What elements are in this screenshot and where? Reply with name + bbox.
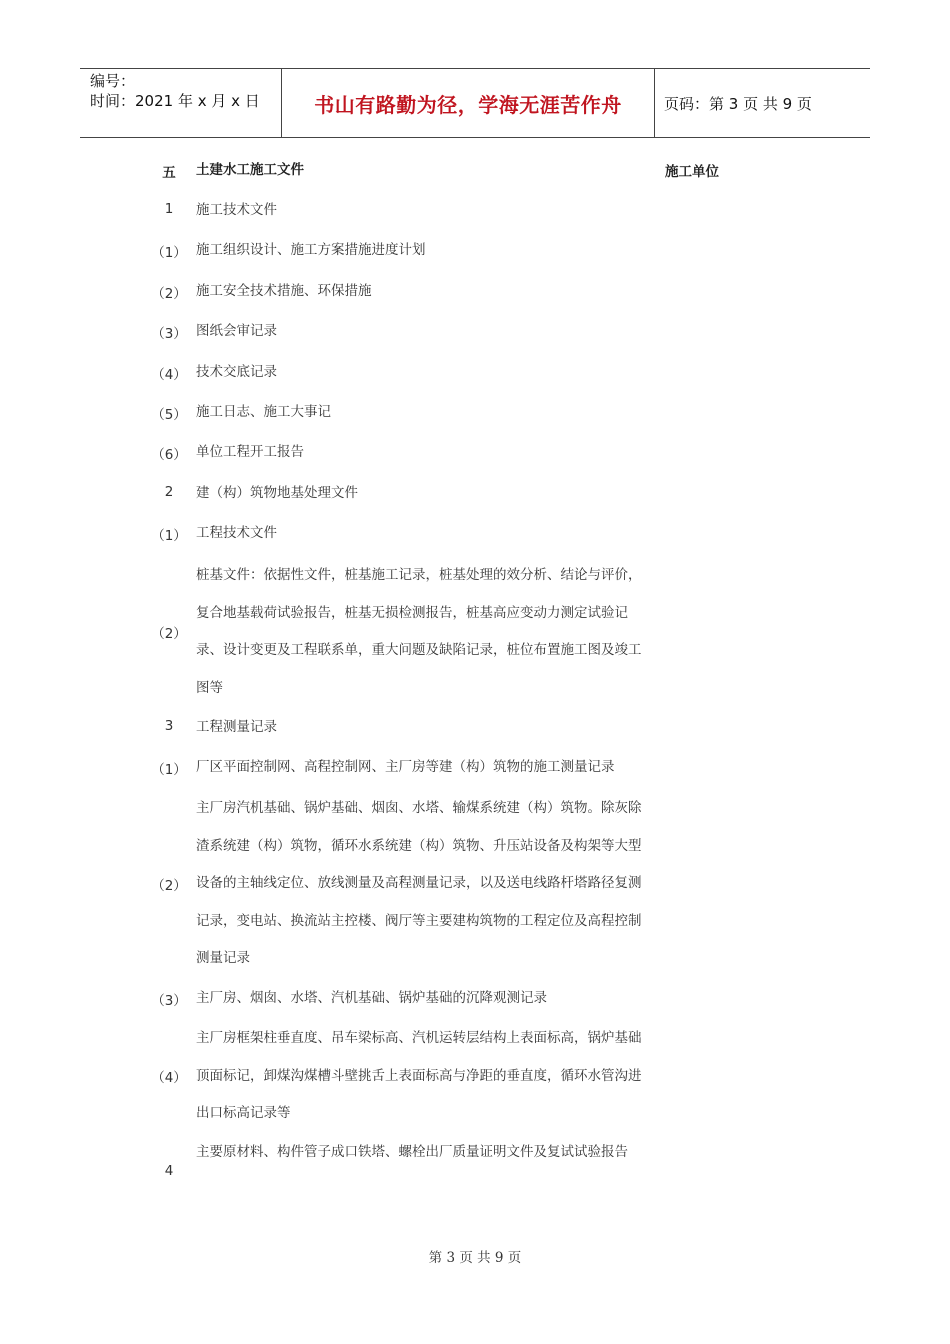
section-title: 土建水工施工文件 [196, 162, 304, 178]
item-number: （2） [151, 878, 187, 894]
list-item [140, 394, 660, 432]
list-item [140, 192, 660, 230]
item-number: （3） [151, 326, 187, 342]
header-divider [654, 69, 655, 137]
list-item [140, 232, 660, 270]
item-number: 2 [164, 484, 174, 500]
item-number: （1） [151, 245, 187, 261]
header-page-info: 页码：第 3 页 共 9 页 [664, 95, 812, 113]
list-item [140, 313, 660, 351]
item-text: 工程技术文件 [196, 525, 277, 541]
item-text: 技术交底记录 [196, 364, 277, 380]
item-number: （1） [151, 762, 187, 778]
item-text: 工程测量记录 [196, 719, 277, 735]
section-heading [140, 152, 660, 190]
item-number: （4） [151, 1070, 187, 1086]
item-number: 1 [164, 201, 174, 217]
list-item [140, 434, 660, 472]
page-header [80, 68, 870, 138]
item-text: 施工技术文件 [196, 202, 277, 218]
item-text: 厂区平面控制网、高程控制网、主厂房等建（构）筑物的施工测量记录 [196, 759, 615, 775]
list-item [140, 980, 660, 1018]
list-item [140, 273, 660, 311]
header-motto: 书山有路勤为径，学海无涯苦作舟 [314, 93, 622, 117]
list-item [140, 790, 660, 978]
time-label: 时间：2021 年 x 月 x 日 [90, 92, 260, 110]
list-item [140, 1135, 660, 1210]
list-item [140, 749, 660, 787]
responsible-unit: 施工单位 [665, 164, 719, 180]
item-text: 施工组织设计、施工方案措施进度计划 [196, 242, 426, 258]
item-number: （2） [151, 286, 187, 302]
item-number: （4） [151, 367, 187, 383]
item-text: 施工安全技术措施、环保措施 [196, 283, 372, 299]
item-number: （6） [151, 447, 187, 463]
list-item [140, 475, 660, 513]
item-number: （1） [151, 528, 187, 544]
item-number: （5） [151, 407, 187, 423]
item-number: 3 [164, 718, 174, 734]
item-text: 主厂房框架柱垂直度、吊车梁标高、汽机运转层结构上表面标高，锅炉基础顶面标记，卸煤沟煤槽斗壁挑舌上表面标高与净距的垂直度，循环水管沟进出口标高记录等 [196, 1030, 642, 1121]
section-number: 五 [162, 165, 176, 181]
item-text: 单位工程开工报告 [196, 444, 304, 460]
item-text: 主要原材料、构件管子成口铁塔、螺栓出厂质量证明文件及复试试验报告 [196, 1144, 628, 1160]
item-text: 主厂房、烟囱、水塔、汽机基础、锅炉基础的沉降观测记录 [196, 990, 547, 1006]
list-item [140, 1020, 660, 1133]
page-footer: 第 3 页 共 9 页 [428, 1250, 522, 1266]
item-text: 建（构）筑物地基处理文件 [196, 485, 358, 501]
list-item [140, 354, 660, 392]
serial-label: 编号： [90, 72, 136, 90]
header-meta [90, 71, 260, 111]
item-text: 主厂房汽机基础、锅炉基础、烟囱、水塔、输煤系统建（构）筑物。除灰除渣系统建（构）筑物，循环水系统建（构）筑物、升压站设备及构架等大型设备的主轴线定位、放线测量及高程测量记录，以及送电线路杆塔路径复测记录，变电站、换流站主控楼、阀厅等主要建构筑物的工程定位及高程控制测量记录 [196, 800, 642, 966]
item-number: 4 [164, 1163, 174, 1179]
list-item [140, 557, 660, 707]
list-item [140, 709, 660, 747]
list-item [140, 515, 660, 553]
item-number: （3） [151, 993, 187, 1009]
item-text: 图纸会审记录 [196, 323, 277, 339]
item-text: 桩基文件：依据性文件，桩基施工记录，桩基处理的效分析、结论与评价，复合地基载荷试验报告，桩基无损检测报告，桩基高应变动力测定试验记录、设计变更及工程联系单，重大问题及缺陷记录，桩位布置施工图及竣工图等 [196, 567, 642, 696]
item-text: 施工日志、施工大事记 [196, 404, 331, 420]
item-number: （2） [151, 626, 187, 642]
